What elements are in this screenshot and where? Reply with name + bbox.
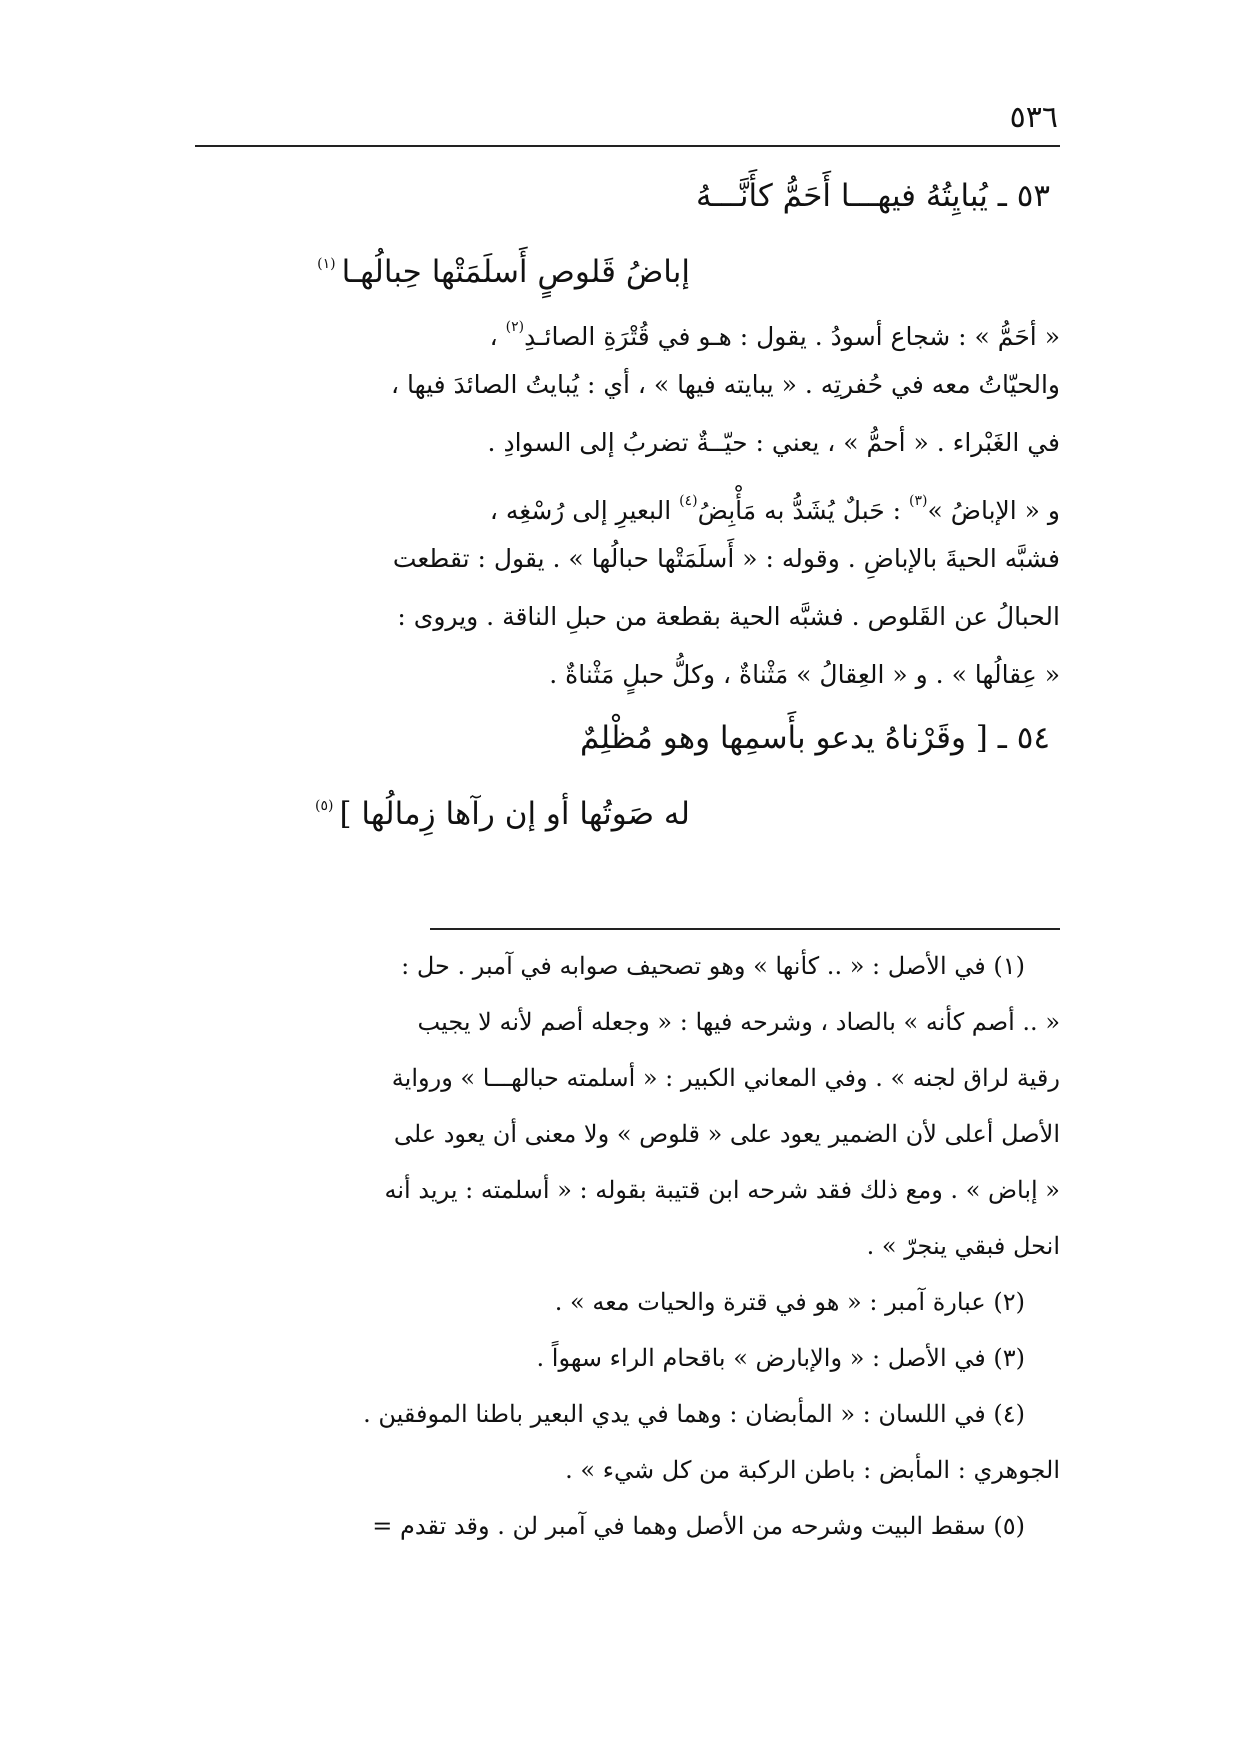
footnote-1-line: الأصل أعلى لأن الضمير يعود على « قلوص » ولا معنى أن يعود على	[393, 1120, 1060, 1148]
main-text	[200, 162, 1060, 840]
commentary-text: : حَبلٌ يُشَدُّ به مَأْبِضُ	[697, 496, 910, 525]
commentary-text: فشبَّه الحيةَ بالإباضِ . وقوله : « أَسلَمَتْها حبالُها » . يقول : تقطعت	[392, 544, 1060, 573]
commentary-text: البعيرِ إلى رُسْغِه ،	[489, 496, 680, 525]
footnote-1-line: (١) في الأصل : « .. كأنها » وهو تصحيف صوابه في آمبر . حل :	[401, 952, 1025, 980]
commentary-text: الحبالُ عن القَلوص . فشبَّه الحية بقطعة من حبلِ الناقة . ويروى :	[397, 602, 1060, 631]
footnote-1-line: رقية لراق لجنه » . وفي المعاني الكبير : « أسلمته حبالهـــا » ورواية	[391, 1064, 1060, 1092]
footnote-ref: (٣)	[909, 493, 928, 509]
footnotes	[200, 938, 1060, 1554]
footnote-ref: (٤)	[679, 493, 698, 509]
footnote-ref: (١)	[317, 256, 336, 272]
commentary	[200, 298, 1060, 704]
footnote-1-line: انحل فبقي ينجرّ » .	[866, 1232, 1060, 1260]
commentary-line	[200, 588, 1060, 646]
commentary-text: « أحَمُّ » : شجاع أسودُ . يقول : هـو في قُتْرَةِ الصائـدِ	[524, 322, 1060, 351]
footnote-separator	[430, 928, 1060, 930]
verse-53-first-hemistich	[200, 162, 1060, 230]
commentary-text: « عِقالُها » . و « العِقالُ » مَثْناةٌ ، وكلُّ حبلٍ مَثْناةٌ .	[549, 660, 1060, 689]
footnote-4-line: (٤) في اللسان : « المأبضان : وهما في يدي البعير باطنا الموفقين .	[363, 1400, 1025, 1428]
commentary-line	[200, 414, 1060, 472]
hemistich-text: ٥٣ ـ يُبايِتُهُ فيهـــا أَحَمُّ كأَنَّـــهُ	[696, 178, 1050, 214]
commentary-line	[200, 298, 1060, 356]
header-rule	[195, 145, 1060, 147]
hemistich-text: إباضُ قَلوصٍ أَسلَمَتْها حِبالُهـا	[341, 254, 690, 290]
page-number: ٥٣٦	[1009, 100, 1058, 135]
verse-53-second-hemistich	[200, 230, 1060, 298]
footnote-2-line: (٢) عبارة آمبر : « هو في قترة والحيات معه » .	[554, 1288, 1025, 1316]
footnote-1-line: « إباض » . ومع ذلك فقد شرحه ابن قتيبة بقوله : « أسلمته : يريد أنه	[384, 1176, 1060, 1204]
footnote-3-line: (٣) في الأصل : « والإبارض » باقحام الراء سهواً .	[536, 1344, 1025, 1372]
commentary-line	[200, 530, 1060, 588]
commentary-line	[200, 356, 1060, 414]
commentary-text: والحيّاتُ معه في حُفرتِه . « يبايته فيها » ، أي : يُبايتُ الصائدَ فيها ،	[390, 370, 1060, 399]
footnote-4-line: الجوهري : المأبض : باطن الركبة من كل شيء » .	[565, 1456, 1060, 1484]
commentary-text: في الغَبْراء . « أحمُّ » ، يعني : حيّــةٌ تضربُ إلى السوادِ .	[487, 428, 1060, 457]
commentary-text: ،	[489, 322, 506, 351]
verse-54-second-hemistich	[200, 772, 1060, 840]
footnote-ref: (٥)	[315, 798, 334, 814]
commentary-text: و « الإباضُ »	[927, 496, 1060, 525]
commentary-line	[200, 646, 1060, 704]
verse-54-first-hemistich	[200, 704, 1060, 772]
footnote-1-line: « .. أصم كأنه » بالصاد ، وشرحه فيها : « وجعله أصم لأنه لا يجيب	[417, 1008, 1060, 1036]
footnote-5-line: (٥) سقط البيت وشرحه من الأصل وهما في آمبر لن . وقد تقدم =	[372, 1512, 1025, 1540]
hemistich-text: له صَوتُها أو إن رآها زِمالُها ]	[339, 796, 690, 832]
hemistich-text: ٥٤ ـ [ وقَرْناهُ يدعو بأَسمِها وهو مُظْلِمٌ	[579, 720, 1050, 756]
commentary-line	[200, 472, 1060, 530]
footnote-ref: (٢)	[505, 319, 525, 335]
